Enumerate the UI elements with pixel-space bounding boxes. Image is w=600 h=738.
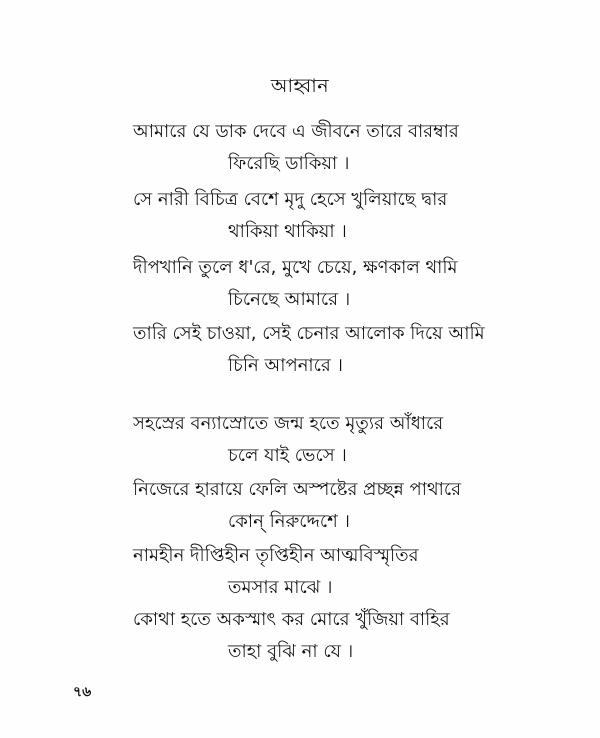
poem-line: আমারে যে ডাক দেবে এ জীবনে তারে বারম্বার	[133, 121, 459, 142]
poem-line-indented: চিনি আপনারে ।	[228, 355, 343, 376]
poem-line-indented: থাকিয়া থাকিয়া ।	[228, 221, 347, 242]
poem-line-indented: চলে যাই ভেসে ।	[228, 445, 347, 466]
poem-line: নিজেরে হারায়ে ফেলি অস্পষ্টের প্রচ্ছন্ন পাথারে	[133, 479, 461, 500]
poem-line-indented: ফিরেছি ডাকিয়া ।	[228, 153, 350, 174]
poem-line-indented: তাহা বুঝি না যে ।	[228, 641, 354, 662]
poem-line-indented: চিনেছে আমারে ।	[228, 289, 351, 310]
poem-line: দীপখানি তুলে ধ'রে, মুখে চেয়ে, ক্ষণকাল থামি	[133, 257, 458, 278]
page-number: ৭৬	[73, 684, 92, 700]
poem-line: সে নারী বিচিত্র বেশে মৃদু হেসে খুলিয়াছে দ্বার	[133, 189, 448, 210]
poem-title: আহ্বান	[270, 75, 330, 97]
poem-line: নামহীন দীপ্তিহীন তৃপ্তিহীন আত্মবিস্মৃতির	[133, 545, 419, 566]
poem-line-indented: তমসার মাঝে ।	[228, 577, 333, 598]
poem-line: সহস্রের বন্যাস্রোতে জন্ম হতে মৃত্যুর আঁধারে	[133, 413, 444, 434]
poem-line-indented: কোন্ নিরুদ্দেশে ।	[228, 511, 350, 532]
poem-line: কোথা হতে অকস্মাৎ কর মোরে খুঁজিয়া বাহির	[133, 609, 450, 630]
poem-line: তারি সেই চাওয়া, সেই চেনার আলোক দিয়ে আমি	[133, 323, 485, 344]
